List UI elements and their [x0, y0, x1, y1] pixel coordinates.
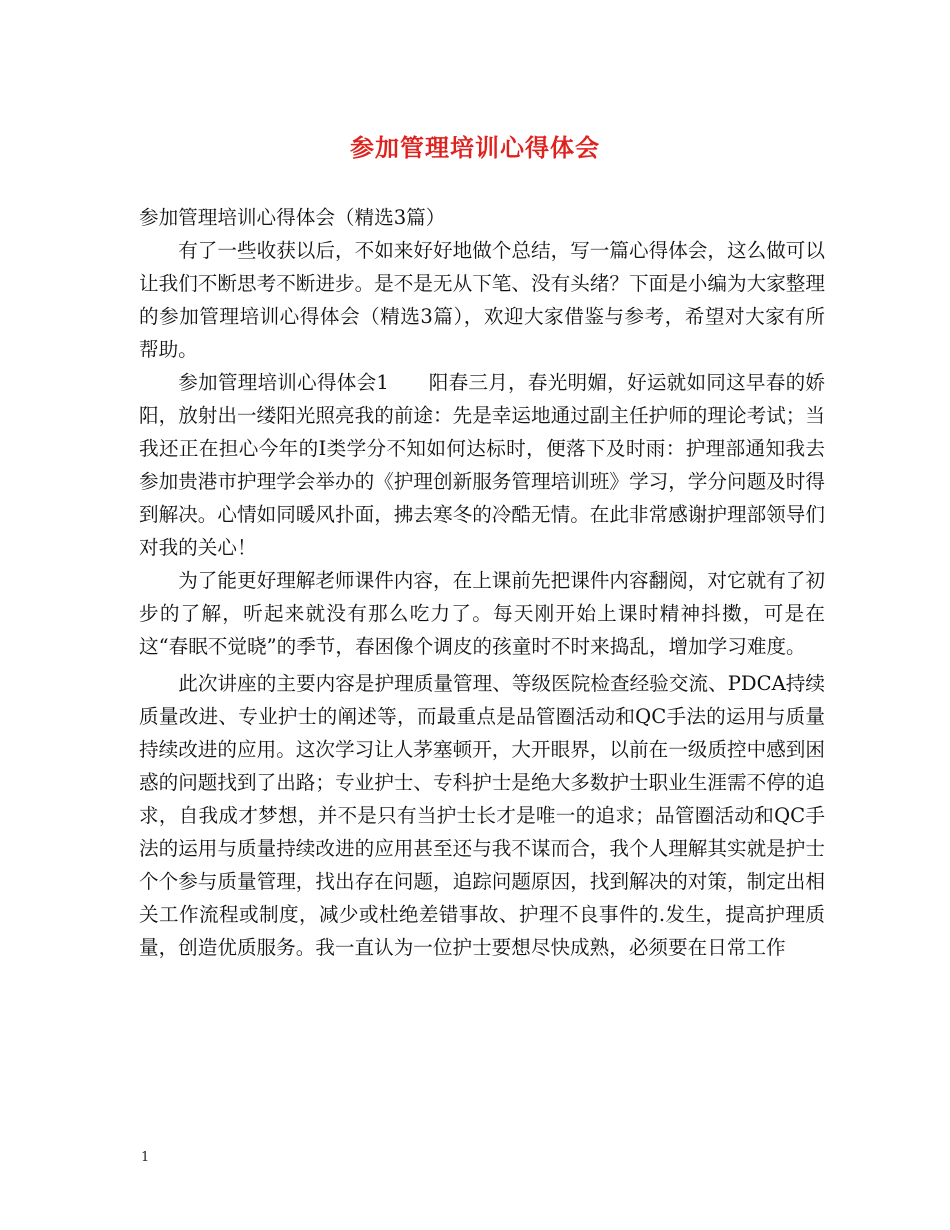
document-subtitle: 参加管理培训心得体会（精选3篇）	[139, 206, 446, 229]
paragraph-section-1: 参加管理培训心得体会1 阳春三月，春光明媚，好运就如同这早春的娇阳，放射出一缕阳光照亮我的前途：先是幸运地通过副主任护师的理论考试；当我还正在担心今年的Ⅰ类学分不知如何达标时，便落下及时雨：护理部通知我去参加贵港市护理学会举办的《护理创新服务管理培训班》学习，学分问题及时得到解决。心情如同暖风扑面，拂去寒冬的冷酷无情。在此非常感谢护理部领导们对我的关心！	[139, 371, 825, 559]
paragraph-lecture-content: 此次讲座的主要内容是护理质量管理、等级医院检查经验交流、PDCA持续质量改进、专业护士的阐述等，而最重点是品管圈活动和QC手法的运用与质量持续改进的应用。这次学习让人茅塞顿开，大开眼界，以前在一级质控中感到困惑的问题找到了出路；专业护士、专科护士是绝大多数护士职业生涯需不停的追求，自我成才梦想，并不是只有当护士长才是唯一的追求；品管圈活动和QC手法的运用与质量持续改进的应用甚至还与我不谋而合，我个人理解其实就是护士个个参与质量管理，找出存在问题，追踪问题原因，找到解决的对策，制定出相关工作流程或制度，减少或杜绝差错事故、护理不良事件的.发生，提高护理质量，创造优质服务。我一直认为一位护士要想尽快成熟，必须要在日常工作	[139, 672, 825, 959]
document-body	[139, 201, 825, 964]
paragraph-preparation: 为了能更好理解老师课件内容，在上课前先把课件内容翻阅，对它就有了初步的了解，听起来就没有那么吃力了。每天刚开始上课时精神抖擞，可是在这“春眠不觉晓”的季节，春困像个调皮的孩童时不时来捣乱，增加学习难度。	[139, 569, 825, 658]
document-title: 参加管理培训心得体会	[350, 133, 600, 162]
page-number: 1	[141, 1150, 150, 1165]
paragraph-intro: 有了一些收获以后，不如来好好地做个总结，写一篇心得体会，这么做可以让我们不断思考不断进步。是不是无从下笔、没有头绪？下面是小编为大家整理的参加管理培训心得体会（精选3篇），欢迎大家借鉴与参考，希望对大家有所帮助。	[139, 239, 825, 361]
